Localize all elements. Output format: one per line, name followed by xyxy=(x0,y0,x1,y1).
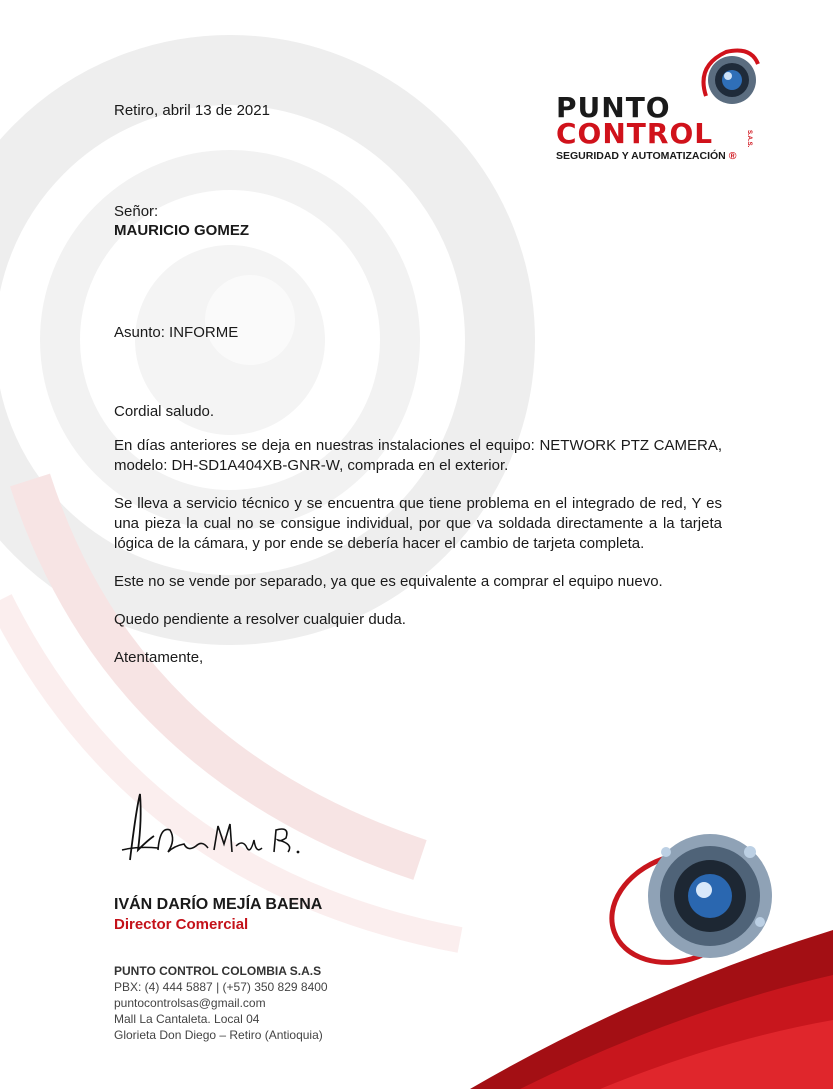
logo-word-control: CONTROL xyxy=(556,117,714,150)
body-paragraph: Este no se vende por separado, ya que es equivalente a comprar el equipo nuevo. xyxy=(114,573,663,590)
body-paragraph: Quedo pendiente a resolver cualquier duda. xyxy=(114,611,406,628)
company-address-line2: Glorieta Don Diego – Retiro (Antioquia) xyxy=(114,1028,323,1042)
company-email: puntocontrolsas@gmail.com xyxy=(114,996,266,1010)
camera-lens-decoration-icon xyxy=(600,818,800,978)
logo-tagline xyxy=(556,150,736,162)
registered-mark: ® xyxy=(728,150,737,162)
signer-title: Director Comercial xyxy=(114,916,249,933)
greeting: Cordial saludo. xyxy=(114,403,215,420)
handwritten-signature xyxy=(118,790,308,870)
letter-subject: Asunto: INFORME xyxy=(114,324,239,341)
company-name: PUNTO CONTROL COLOMBIA S.A.S xyxy=(114,964,322,978)
logo-tagline-text: SEGURIDAD Y AUTOMATIZACIÓN xyxy=(556,150,726,162)
company-logo xyxy=(556,46,770,166)
camera-lens-icon xyxy=(696,46,762,112)
body-paragraph: En días anteriores se deja en nuestras instalaciones el equipo: NETWORK PTZ CAMERA, modelo: DH-SD1A404XB-GNR-W, comprada en el exterior. xyxy=(114,437,722,474)
company-info xyxy=(114,963,328,1043)
signer-name: IVÁN DARÍO MEJÍA BAENA xyxy=(114,896,323,913)
closing: Atentamente, xyxy=(114,649,204,666)
letter-date: Retiro, abril 13 de 2021 xyxy=(114,102,270,119)
logo-sas: S.A.S. xyxy=(746,130,752,148)
logo-word-punto: PUNTO xyxy=(556,91,671,124)
recipient-name: MAURICIO GOMEZ xyxy=(114,222,249,239)
recipient-label: Señor: xyxy=(114,203,159,220)
body-paragraph: Se lleva a servicio técnico y se encuentra que tiene problema en el integrado de red, Y es una pieza la cual no se consigue individual, por que va soldada directamente a la tarjeta lógica de la cámara, y por ende se debería hacer el cambio de tarjeta completa. xyxy=(114,495,722,552)
company-phone: PBX: (4) 444 5887 | (+57) 350 829 8400 xyxy=(114,980,328,994)
company-address-line1: Mall La Cantaleta. Local 04 xyxy=(114,1012,260,1026)
letter-body xyxy=(114,402,722,668)
